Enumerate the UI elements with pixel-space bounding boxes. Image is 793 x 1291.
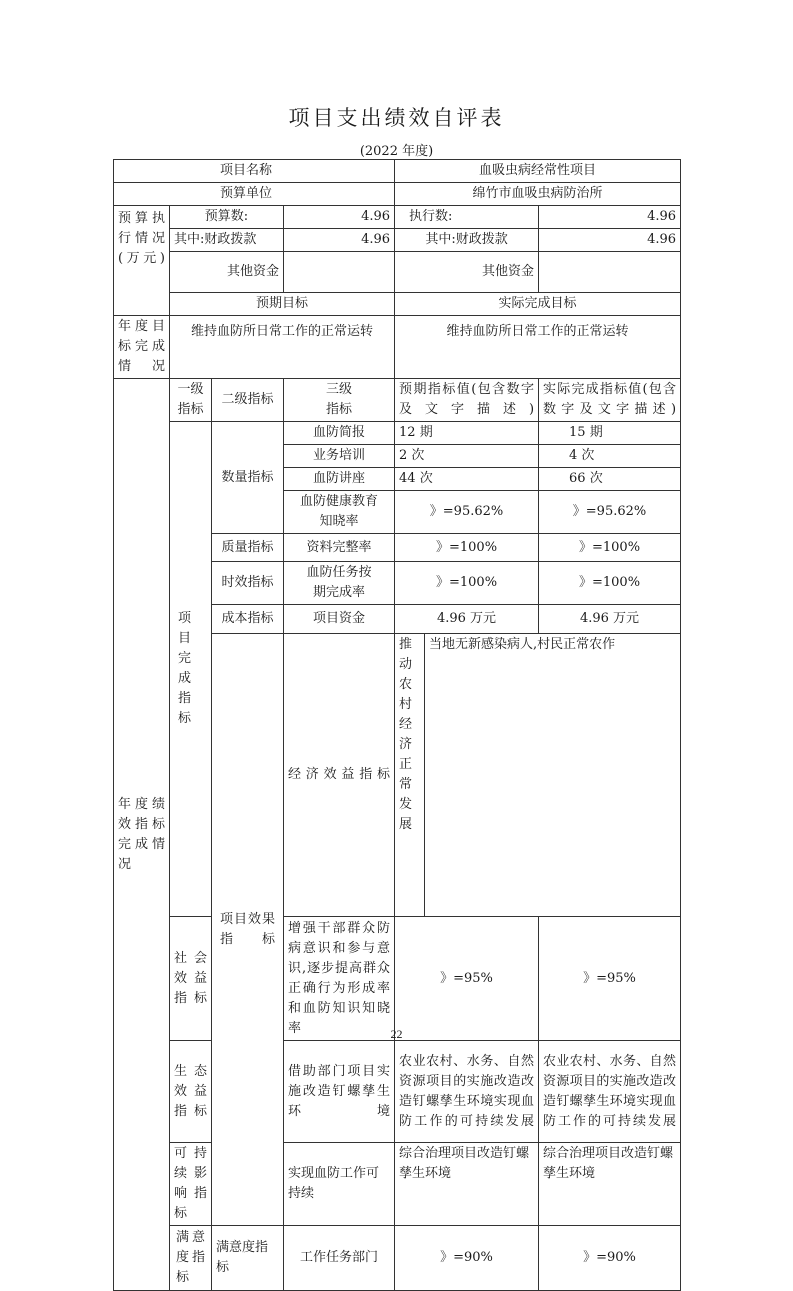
page-title: 项目支出绩效自评表	[288, 106, 505, 130]
cost-label: 成本指标	[212, 605, 284, 634]
indicator-actual: 》=95%	[539, 917, 681, 1041]
indicator-name: 借助部门项目实施改造钉螺孳生环境	[284, 1041, 395, 1143]
budget-amount-value: 4.96	[284, 206, 395, 229]
exec-amount-label: 执行数:	[395, 206, 539, 229]
goal-section-label: 年度目标完成情况	[114, 316, 170, 379]
indicator-actual: 农业农村、水务、自然资源项目的实施改造改造钉螺孳生环境实现血防工作的可持续发展	[539, 1041, 681, 1143]
indicator-name: 实现血防工作可持续	[284, 1143, 395, 1226]
indicator-actual: 》=100%	[539, 534, 681, 562]
page-number: 22	[390, 1027, 403, 1041]
indicator-name: 血防健康教育知晓率	[284, 491, 395, 534]
indicator-name: 血防讲座	[284, 468, 395, 491]
other-budget-label: 其他资金	[170, 252, 284, 293]
completion-label: 项目完成指标	[170, 422, 212, 917]
table-row	[114, 252, 681, 293]
indicator-name: 业务培训	[284, 445, 395, 468]
indicator-actual: 15 期	[539, 422, 681, 445]
header-actual: 实际完成指标值(包含数字及文字描述)	[539, 379, 681, 422]
table-row	[114, 206, 681, 229]
eco-label: 生态效益指标	[170, 1041, 212, 1143]
year-subtitle: (2022 年度)	[359, 144, 434, 159]
indicator-name: 工作任务部门	[284, 1226, 395, 1291]
satisfaction-level2: 满意度指标	[212, 1226, 284, 1291]
fin-exec-value: 4.96	[539, 229, 681, 252]
fin-budget-value: 4.96	[284, 229, 395, 252]
table-row	[114, 1143, 681, 1226]
indicator-actual: 综合治理项目改造钉螺孳生环境	[539, 1143, 681, 1226]
unit-label: 预算单位	[114, 183, 395, 206]
indicator-expected: 》=100%	[395, 534, 539, 562]
satisfaction-level1: 满意度指标	[170, 1226, 212, 1291]
indicator-name: 血防简报	[284, 422, 395, 445]
indicator-actual: 》=95.62%	[539, 491, 681, 534]
table-row	[114, 316, 681, 379]
header-level2: 二级指标	[212, 379, 284, 422]
expected-goal-label: 预期目标	[170, 293, 395, 316]
indicator-name: 增强干部群众防病意识和参与意识,逐步提高群众正确行为形成率和血防知识知晓率	[284, 917, 395, 1041]
other-budget-value	[284, 252, 395, 293]
header-expected: 预期指标值(包含数字及文字描述)	[395, 379, 539, 422]
table-row	[114, 1041, 681, 1143]
indicator-actual: 4 次	[539, 445, 681, 468]
timeliness-label: 时效指标	[212, 562, 284, 605]
indicator-actual: 4.96 万元	[539, 605, 681, 634]
fin-budget-label: 其中:财政拨款	[170, 229, 284, 252]
sustain-label: 可持续影响指标	[170, 1143, 212, 1226]
table-row	[114, 1226, 681, 1291]
table-row	[114, 293, 681, 316]
indicator-expected: 2 次	[395, 445, 539, 468]
economic-label: 经济效益指标	[284, 634, 395, 917]
fin-exec-label: 其中:财政拨款	[395, 229, 539, 252]
indicator-expected: 》=90%	[395, 1226, 539, 1291]
exec-amount-value: 4.96	[539, 206, 681, 229]
table-row	[114, 183, 681, 206]
budget-section-label: 预算执行情况(万元)	[114, 206, 170, 316]
indicator-expected: 农业农村、水务、自然资源项目的实施改造改造钉螺孳生环境实现血防工作的可持续发展	[395, 1041, 539, 1143]
actual-goal-label: 实际完成目标	[395, 293, 681, 316]
table-row	[114, 229, 681, 252]
indicator-name: 资料完整率	[284, 534, 395, 562]
indicator-name: 推动农村经济正常发展	[395, 634, 425, 917]
unit-value: 绵竹市血吸虫病防治所	[395, 183, 681, 206]
table-row	[114, 917, 681, 1041]
indicator-expected: 12 期	[395, 422, 539, 445]
quality-label: 质量指标	[212, 534, 284, 562]
indicator-actual: 》=100%	[539, 562, 681, 605]
actual-goal-value: 维持血防所日常工作的正常运转	[395, 316, 681, 379]
project-name-value: 血吸虫病经常性项目	[395, 160, 681, 183]
indicator-expected: 》=95.62%	[395, 491, 539, 534]
indicator-expected: 》=95%	[395, 917, 539, 1041]
social-label: 社会效益指标	[170, 917, 212, 1041]
header-level3: 三级指标	[284, 379, 395, 422]
indicator-name: 项目资金	[284, 605, 395, 634]
indicator-expected: 4.96 万元	[395, 605, 539, 634]
indicator-expected: 》=100%	[395, 562, 539, 605]
table-row	[114, 422, 681, 445]
indicator-expected: 综合治理项目改造钉螺孳生环境	[395, 1143, 539, 1226]
indicator-expected: 44 次	[395, 468, 539, 491]
indicators-section-label: 年度绩效指标完成情况	[114, 379, 170, 1291]
quantity-label: 数量指标	[212, 422, 284, 534]
header-level1: 一级指标	[170, 379, 212, 422]
other-exec-value	[539, 252, 681, 293]
indicator-name: 血防任务按期完成率	[284, 562, 395, 605]
table-row	[114, 379, 681, 422]
indicator-actual: 》=90%	[539, 1226, 681, 1291]
table-row	[114, 160, 681, 183]
indicator-actual: 66 次	[539, 468, 681, 491]
performance-table	[113, 159, 681, 1291]
effect-label: 项目效果指标	[212, 634, 284, 1226]
other-exec-label: 其他资金	[395, 252, 539, 293]
expected-goal-value: 维持血防所日常工作的正常运转	[170, 316, 395, 379]
indicator-expected: 当地无新感染病人,村民正常农作	[425, 634, 681, 917]
project-name-label: 项目名称	[114, 160, 395, 183]
budget-amount-label: 预算数:	[170, 206, 284, 229]
